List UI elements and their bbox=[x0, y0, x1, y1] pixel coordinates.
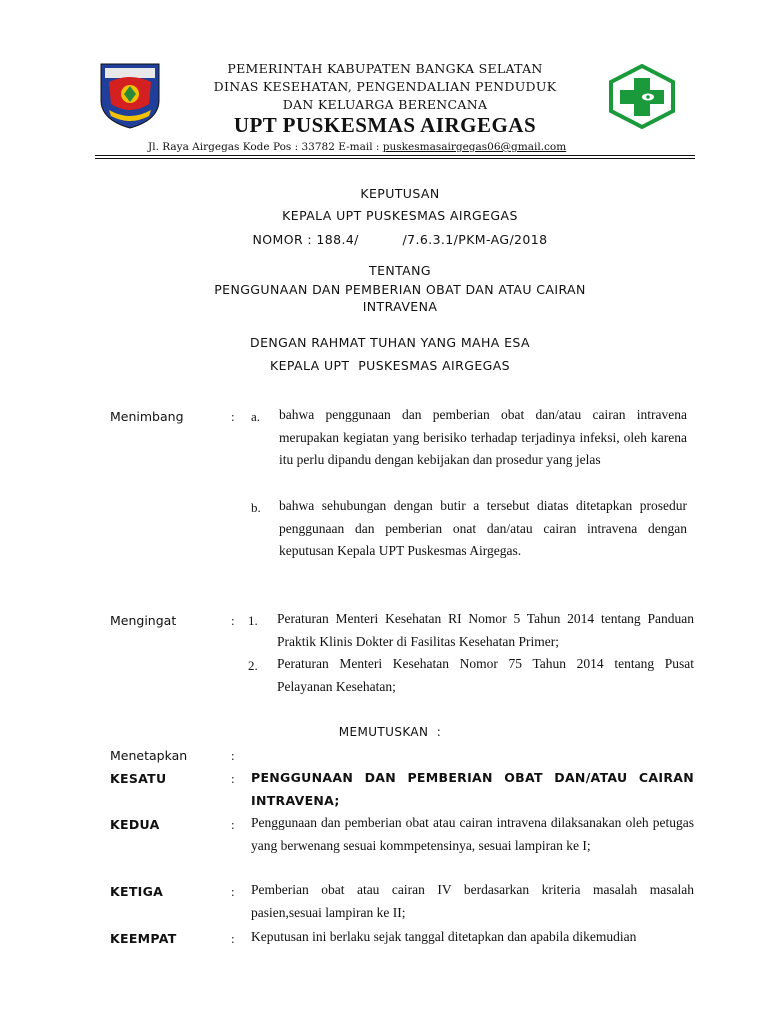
decree-issuer: KEPALA UPT PUSKESMAS AIRGEGAS bbox=[282, 208, 518, 223]
decree-subject-line2: INTRAVENA bbox=[362, 299, 438, 314]
letterhead-institution: UPT PUSKESMAS AIRGEGAS bbox=[233, 113, 537, 137]
letterhead-government: PEMERINTAH KABUPATEN BANGKA SELATAN bbox=[227, 61, 543, 76]
letterhead-department-cont: DAN KELUARGA BERENCANA bbox=[282, 97, 488, 112]
ketiga-colon: : bbox=[231, 884, 235, 899]
menimbang-item-a: bahwa penggunaan dan pemberian obat dan/atau cairan intravena merupakan kegiatan yang berisiko terhadap terjadinya infeksi, oleh karena itu perlu dipandu dengan kebijakan dan prosedur yang jelas bbox=[279, 407, 687, 467]
mengingat-item-1: Peraturan Menteri Kesehatan RI Nomor 5 Tahun 2014 tentang Panduan Praktik Klinis Dokter di Fasilitas Kesehatan Primer; bbox=[277, 611, 694, 649]
letterhead-department: DINAS KESEHATAN, PENGENDALIAN PENDUDUK bbox=[213, 79, 557, 94]
mengingat-marker-2: 2. bbox=[248, 658, 258, 673]
keempat-colon: : bbox=[231, 931, 235, 946]
kedua-text: Penggunaan dan pemberian obat atau cairan intravena dilaksanakan oleh petugas yang berwenang sesuai kommpetensinya, sesuai lampiran ke I; bbox=[251, 815, 694, 853]
menetapkan-colon: : bbox=[231, 748, 235, 763]
mengingat-label: Mengingat bbox=[110, 613, 177, 628]
letterhead-rule-thin bbox=[95, 158, 695, 159]
address-text: Jl. Raya Airgegas Kode Pos : 33782 E-mail : bbox=[148, 141, 383, 153]
decree-subject-line1: PENGGUNAAN DAN PEMBERIAN OBAT DAN ATAU CAIRAN bbox=[214, 282, 586, 297]
menimbang-item-b: bahwa sehubungan dengan butir a tersebut diatas ditetapkan prosedur penggunaan dan pemberian onat dan/atau cairan intravena dengan keputusan Kepala UPT Puskesmas Airgegas. bbox=[279, 498, 687, 558]
menimbang-marker-a: a. bbox=[251, 409, 261, 424]
menimbang-label: Menimbang bbox=[110, 409, 184, 424]
kesatu-text: PENGGUNAAN DAN PEMBERIAN OBAT DAN/ATAU CAIRAN INTRAVENA; bbox=[251, 770, 694, 808]
kedua-colon: : bbox=[231, 817, 235, 832]
email-link[interactable]: puskesmasairgegas06@gmail.com bbox=[382, 141, 567, 153]
mengingat-marker-1: 1. bbox=[248, 613, 258, 628]
letterhead-rule-thick bbox=[95, 155, 695, 156]
ketiga-text: Pemberian obat atau cairan IV berdasarkan kriteria masalah masalah pasien,sesuai lampiran ke II; bbox=[251, 882, 694, 920]
mengingat-item-2: Peraturan Menteri Kesehatan Nomor 75 Tahun 2014 tentang Pusat Pelayanan Kesehatan; bbox=[277, 656, 694, 694]
decree-title: KEPUTUSAN bbox=[360, 186, 440, 201]
kesatu-label: KESATU bbox=[110, 771, 167, 786]
decree-issuer-repeat: KEPALA UPT PUSKESMAS AIRGEGAS bbox=[269, 358, 510, 373]
letterhead-address bbox=[148, 141, 668, 153]
decision-title: MEMUTUSKAN : bbox=[338, 725, 442, 739]
keempat-label: KEEMPAT bbox=[110, 931, 177, 946]
kesatu-colon: : bbox=[231, 771, 235, 786]
keempat-text: Keputusan ini berlaku sejak tanggal ditetapkan dan apabila dikemudian bbox=[251, 929, 637, 944]
menimbang-colon: : bbox=[231, 409, 235, 424]
decree-number: NOMOR : 188.4/ /7.6.3.1/PKM-AG/2018 bbox=[252, 232, 548, 247]
ketiga-label: KETIGA bbox=[110, 884, 164, 899]
kedua-label: KEDUA bbox=[110, 817, 160, 832]
decree-about: TENTANG bbox=[369, 263, 431, 278]
menimbang-marker-b: b. bbox=[251, 500, 261, 515]
mengingat-colon: : bbox=[231, 613, 235, 628]
decree-blessing: DENGAN RAHMAT TUHAN YANG MAHA ESA bbox=[250, 335, 530, 350]
menetapkan-label: Menetapkan bbox=[110, 748, 188, 763]
